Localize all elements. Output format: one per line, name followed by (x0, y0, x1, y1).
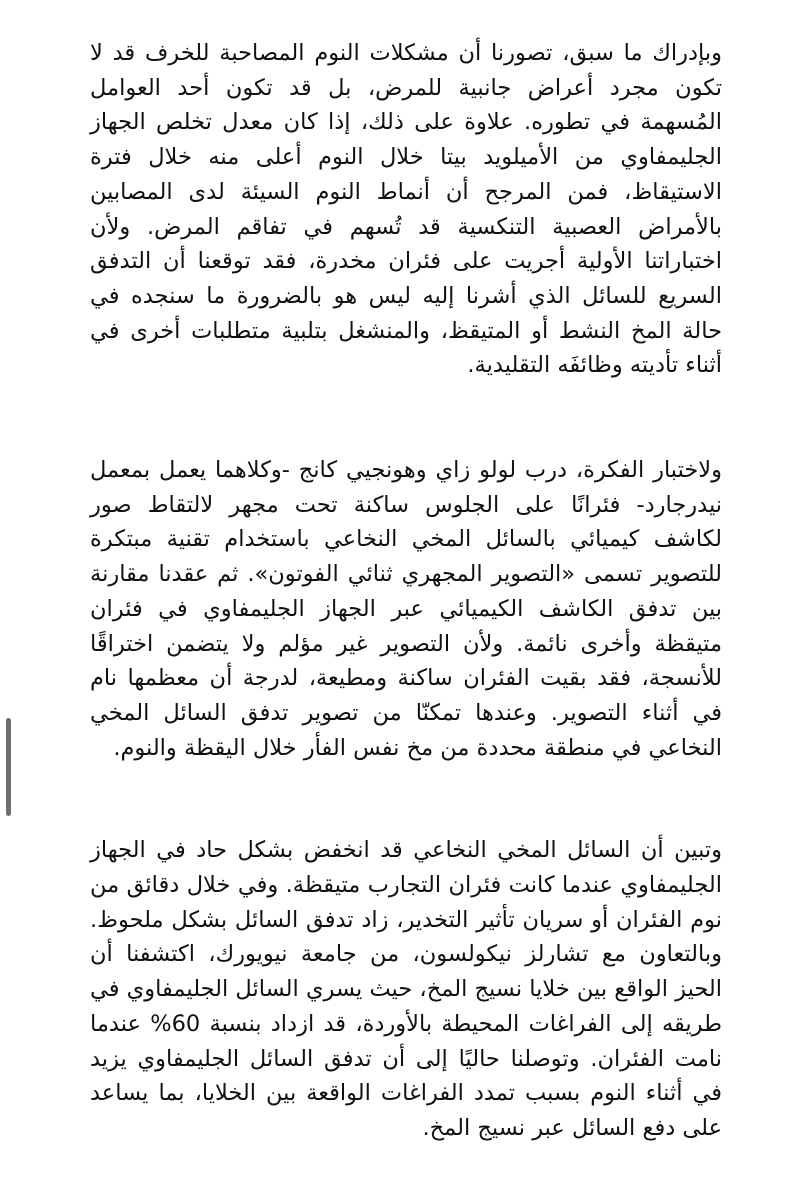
paragraph-1: وبإدراك ما سبق، تصورنا أن مشكلات النوم المصاحبة للخرف قد لا تكون مجرد أعراض جانبية للمرض، بل قد تكون أحد العوامل المُسهمة في تطوره. علاوة على ذلك، إذا كان معدل تخلص الجهاز الجليمفاوي من الأميلويد بيتا خلال النوم أعلى منه خلال فترة الاستيقاظ، فمن المرجح أن أنماط النوم السيئة لدى المصابين بالأمراض العصبية التنكسية قد تُسهم في تفاقم المرض. ولأن اختباراتنا الأولية أجريت على فئران مخدرة، فقد توقعنا أن التدفق السريع للسائل الذي أشرنا إليه ليس هو بالضرورة ما سنجده في حالة المخ النشط أو المتيقظ، والمنشغل بتلبية متطلبات أخرى في أثناء تأديته وظائفَه التقليدية. (90, 40, 722, 379)
paragraph-3: وتبين أن السائل المخي النخاعي قد انخفض بشكل حاد في الجهاز الجليمفاوي عندما كانت فئران التجارب متيقظة. وفي خلال دقائق من نوم الفئران أو سريان تأثير التخدير، زاد تدفق السائل بشكل ملحوظ. وبالتعاون مع تشارلز نيكولسون، من جامعة نيويورك، اكتشفنا أن الحيز الواقع بين خلايا نسيج المخ، حيث يسري السائل الجليمفاوي في طريقه إلى الفراغات المحيطة بالأوردة، قد ازداد بنسبة 60% عندما نامت الفئران. وتوصلنا حاليًا إلى أن تدفق السائل الجليمفاوي يزيد في أثناء النوم بسبب تمدد الفراغات الواقعة بين الخلايا، بما يساعد على دفع السائل عبر نسيج المخ. (90, 837, 723, 1141)
scrollbar-thumb[interactable] (6, 718, 11, 816)
paragraph-2: ولاختبار الفكرة، درب لولو زاي وهونجيي كانج -وكلاهما يعمل بمعمل نيدرجارد- فئرانًا على الجلوس ساكنة تحت مجهر لالتقاط صور لكاشف كيميائي بالسائل المخي النخاعي باستخدام تقنية مبتكرة للتصوير تسمى «التصوير المجهري ثنائي الفوتون». ثم عقدنا مقارنة بين تدفق الكاشف الكيميائي عبر الجهاز الجليمفاوي في فئران متيقظة وأخرى نائمة. ولأن التصوير غير مؤلم ولا يتضمن اختراقًا للأنسجة، فقد بقيت الفئران ساكنة ومطيعة، لدرجة أن معظمها نام في أثناء التصوير. وعندها تمكنّا من تصوير تدفق السائل المخي النخاعي في منطقة محددة من مخ نفس الفأر خلال اليقظة والنوم. (90, 457, 722, 761)
article-body (90, 36, 722, 1146)
